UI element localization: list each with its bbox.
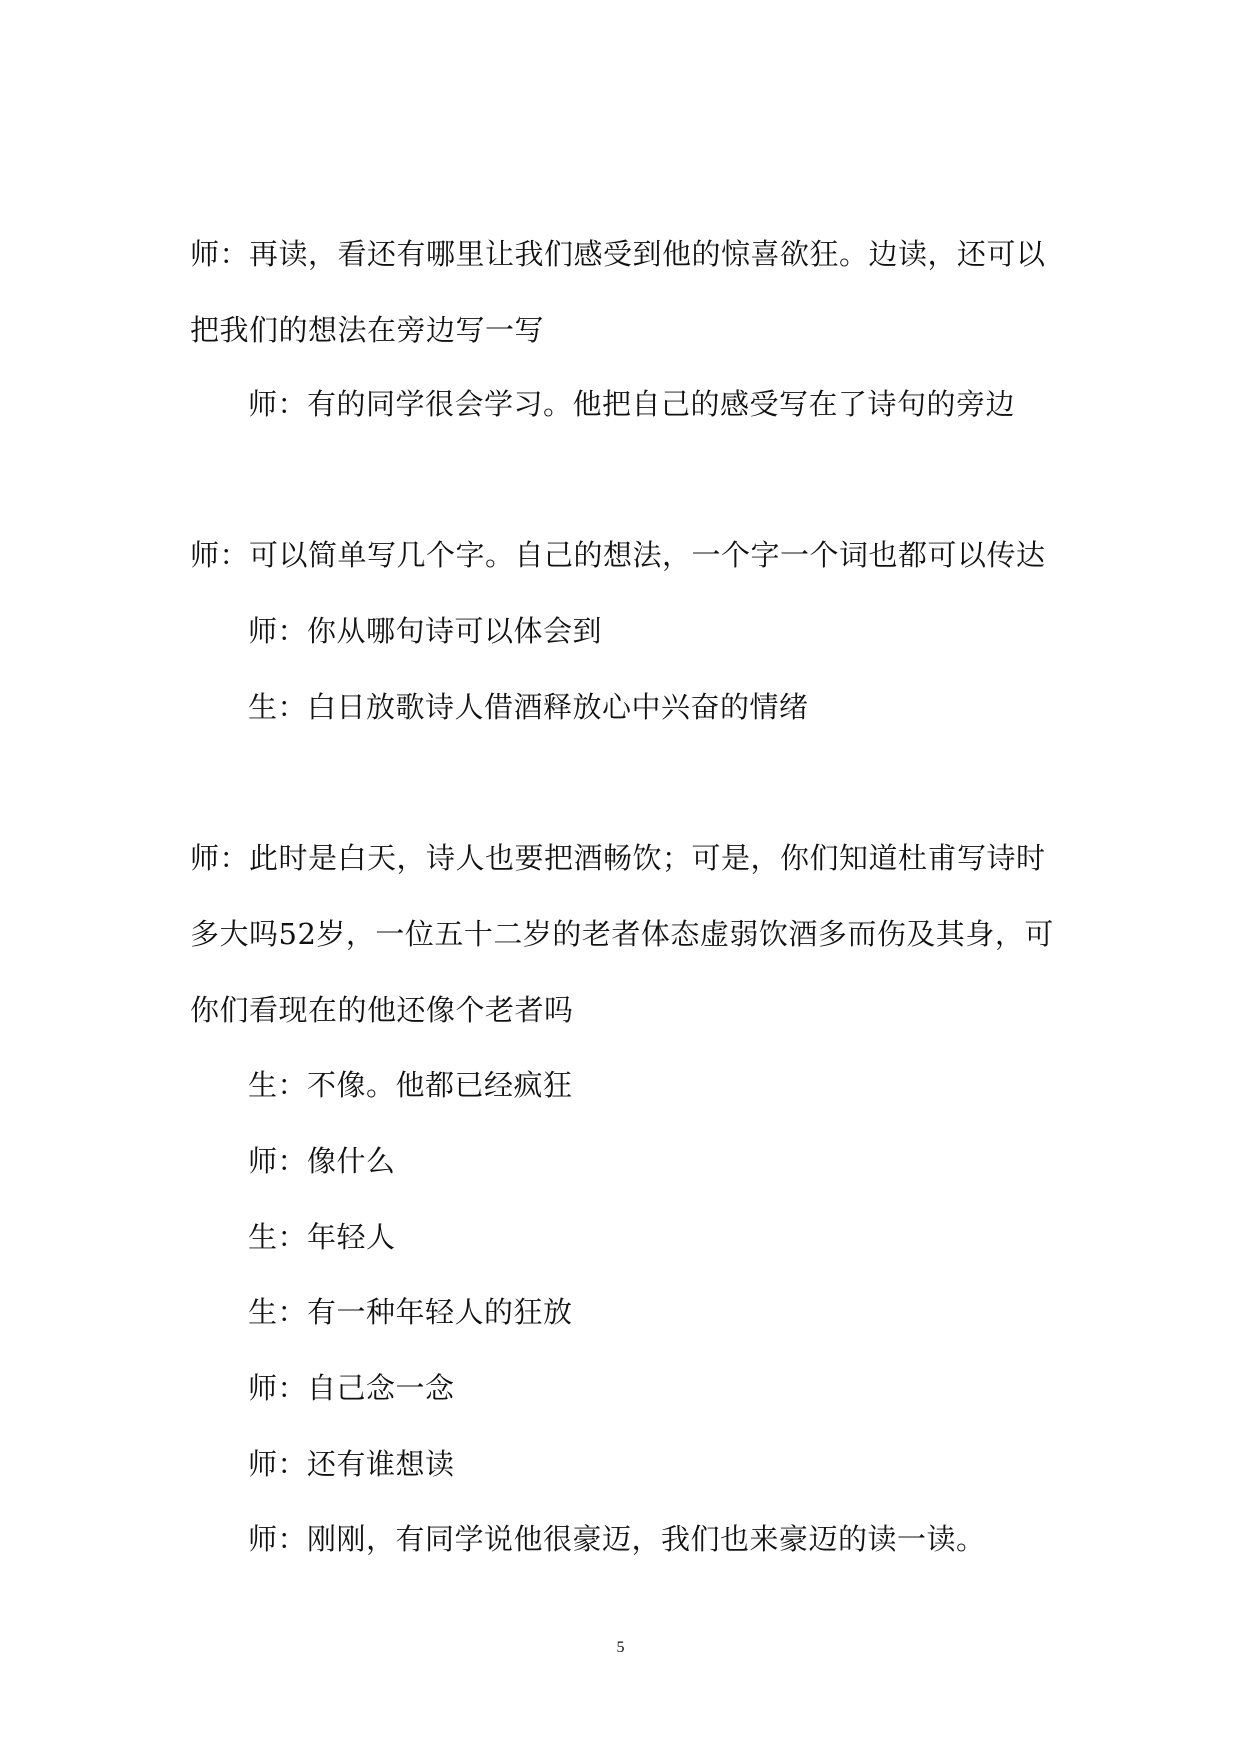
paragraph-line: 生：有一种年轻人的狂放	[248, 1295, 573, 1329]
paragraph-line: 你们看现在的他还像个老者吗	[190, 993, 574, 1027]
paragraph-line: 师：可以简单写几个字。自己的想法，一个字一个词也都可以传达	[190, 538, 1046, 572]
paragraph-line: 生：年轻人	[248, 1220, 396, 1254]
paragraph-line: 生：白日放歌诗人借酒释放心中兴奋的情绪	[248, 690, 809, 724]
paragraph-line: 师：此时是白天，诗人也要把酒畅饮；可是，你们知道杜甫写诗时	[190, 841, 1046, 875]
paragraph-line: 生：不像。他都已经疯狂	[248, 1068, 573, 1102]
paragraph-line: 多大吗52岁，一位五十二岁的老者体态虚弱饮酒多而伤及其身，可	[190, 917, 1054, 951]
paragraph-line: 师：像什么	[248, 1144, 396, 1178]
paragraph-line: 师：你从哪句诗可以体会到	[248, 614, 603, 648]
paragraph-line: 师：有的同学很会学习。他把自己的感受写在了诗句的旁边	[248, 387, 1016, 421]
page-number: 5	[616, 1639, 625, 1656]
paragraph-line: 把我们的想法在旁边写一写	[190, 313, 545, 347]
paragraph-line: 师：刚刚，有同学说他很豪迈，我们也来豪迈的读一读。	[248, 1522, 986, 1556]
paragraph-line: 师：还有谁想读	[248, 1447, 455, 1481]
paragraph-line: 师：自己念一念	[248, 1371, 455, 1405]
paragraph-line: 师：再读，看还有哪里让我们感受到他的惊喜欲狂。边读，还可以	[190, 237, 1046, 271]
